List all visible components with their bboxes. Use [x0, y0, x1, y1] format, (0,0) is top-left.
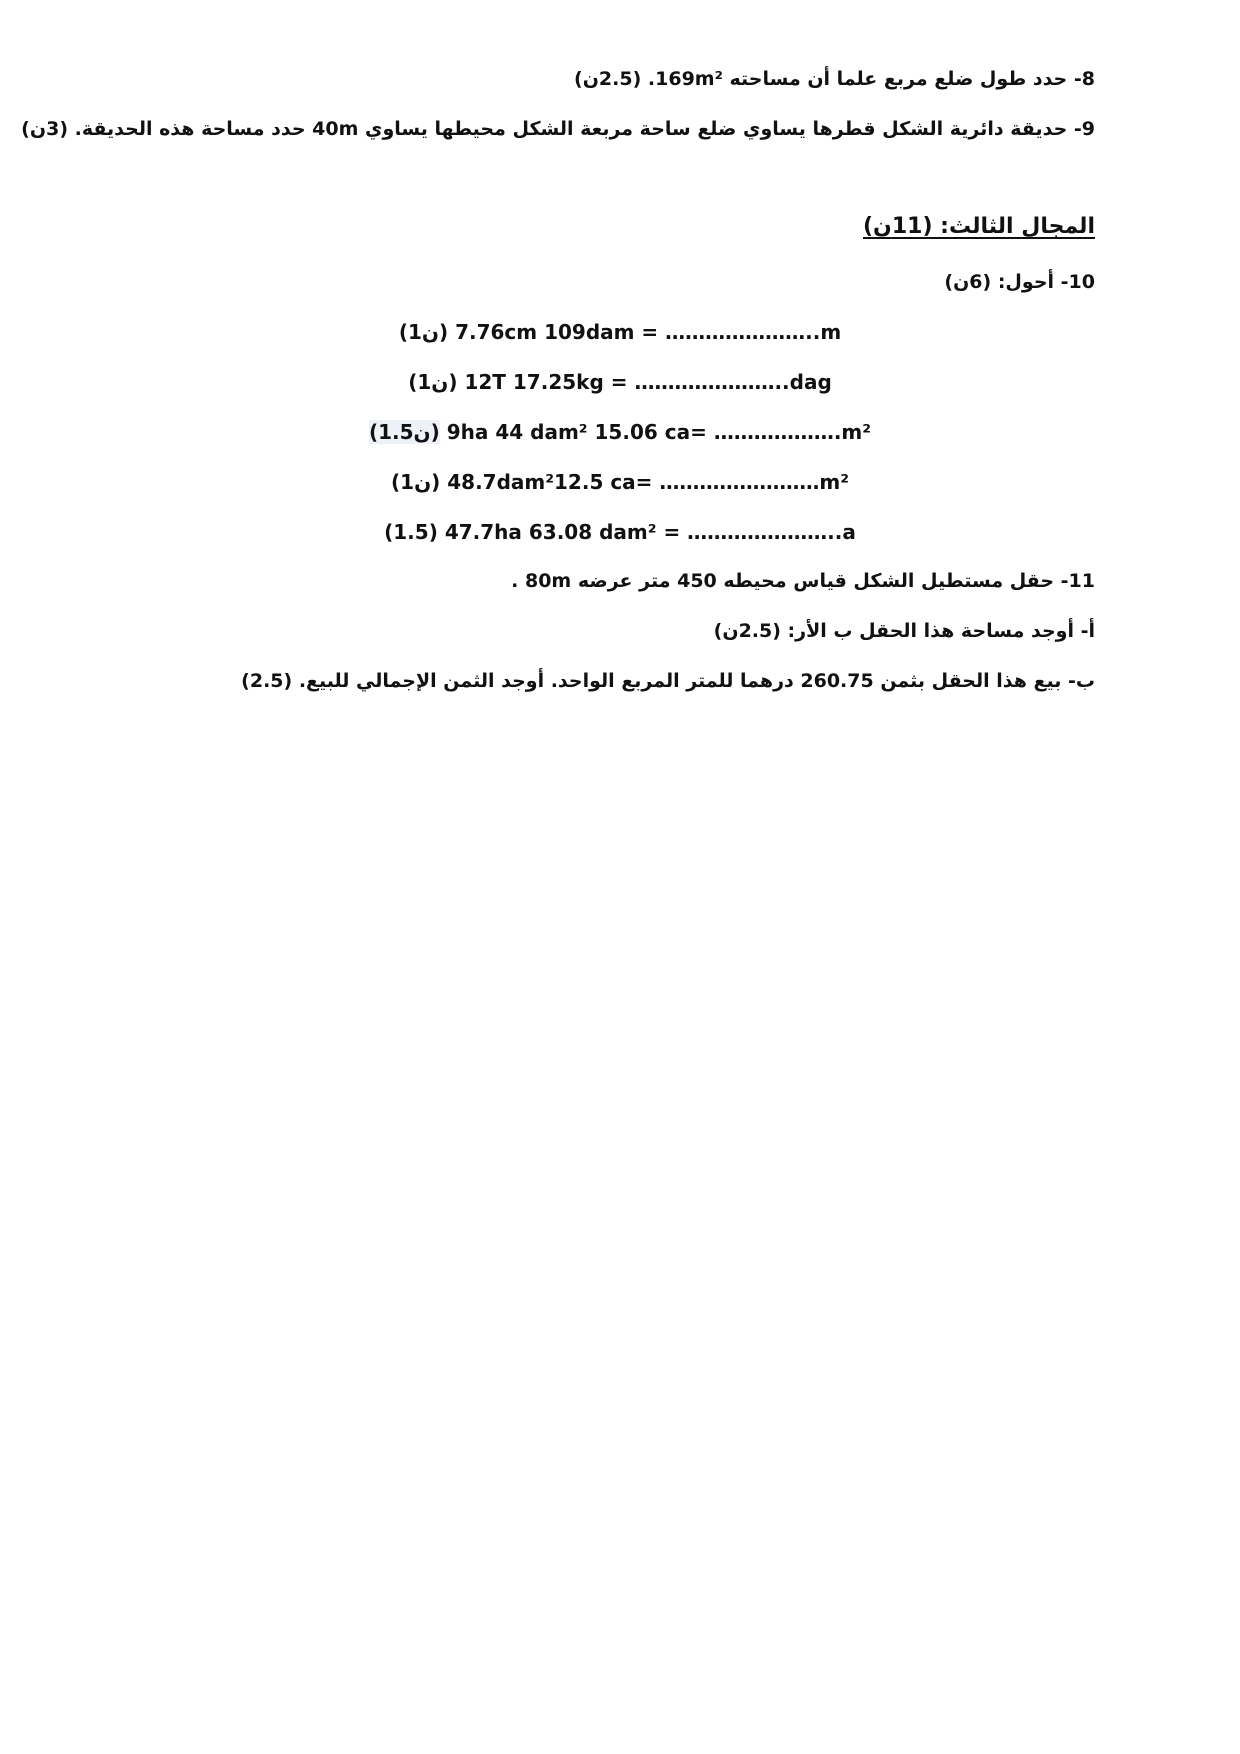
conversion-4 [0, 470, 1240, 494]
conversion-1 [0, 320, 1240, 344]
conversion-2 [0, 370, 1240, 394]
question-11b: ب- بيع هذا الحقل بثمن 260.75 درهما للمتر المربع الواحد. أوجد الثمن الإجمالي للبيع. (2.5) [241, 670, 1095, 692]
question-10: 10- أحول: (6ن) [944, 271, 1095, 293]
conversion-1-text: 7.76cm 109dam = …………………..m [455, 320, 842, 344]
question-11a: أ- أوجد مساحة هذا الحقل ب الأر: (2.5ن) [713, 620, 1095, 642]
conversion-3-text: 9ha 44 dam² 15.06 ca= ……………….m² [446, 420, 872, 444]
conversion-1-points: (1ن) [398, 320, 449, 344]
conversion-5 [0, 520, 1240, 544]
conversion-5-points: (1.5) [384, 520, 438, 544]
conversion-2-points: (1ن) [408, 370, 458, 394]
section-3-title: المجال الثالث: (11ن) [863, 214, 1095, 239]
conversion-5-text: 47.7ha 63.08 dam² = …………………..a [444, 520, 856, 544]
question-11: 11- حقل مستطيل الشكل قياس محيطه 450 متر عرضه 80m . [511, 570, 1095, 592]
conversion-3-points: (1.5ن) [368, 420, 440, 444]
question-8: 8- حدد طول ضلع مربع علما أن مساحته 169m². (2.5ن) [574, 68, 1095, 90]
conversion-2-text: 12T 17.25kg = …………………..dag [464, 370, 832, 394]
conversion-3 [0, 420, 1240, 444]
conversion-4-points: (1ن) [391, 470, 441, 494]
conversion-4-text: 48.7dam²12.5 ca= ……………………m² [447, 470, 849, 494]
question-9: 9- حديقة دائرية الشكل قطرها يساوي ضلع ساحة مربعة الشكل محيطها يساوي 40m حدد مساحة هذه الحديقة. (3ن) [21, 118, 1095, 140]
